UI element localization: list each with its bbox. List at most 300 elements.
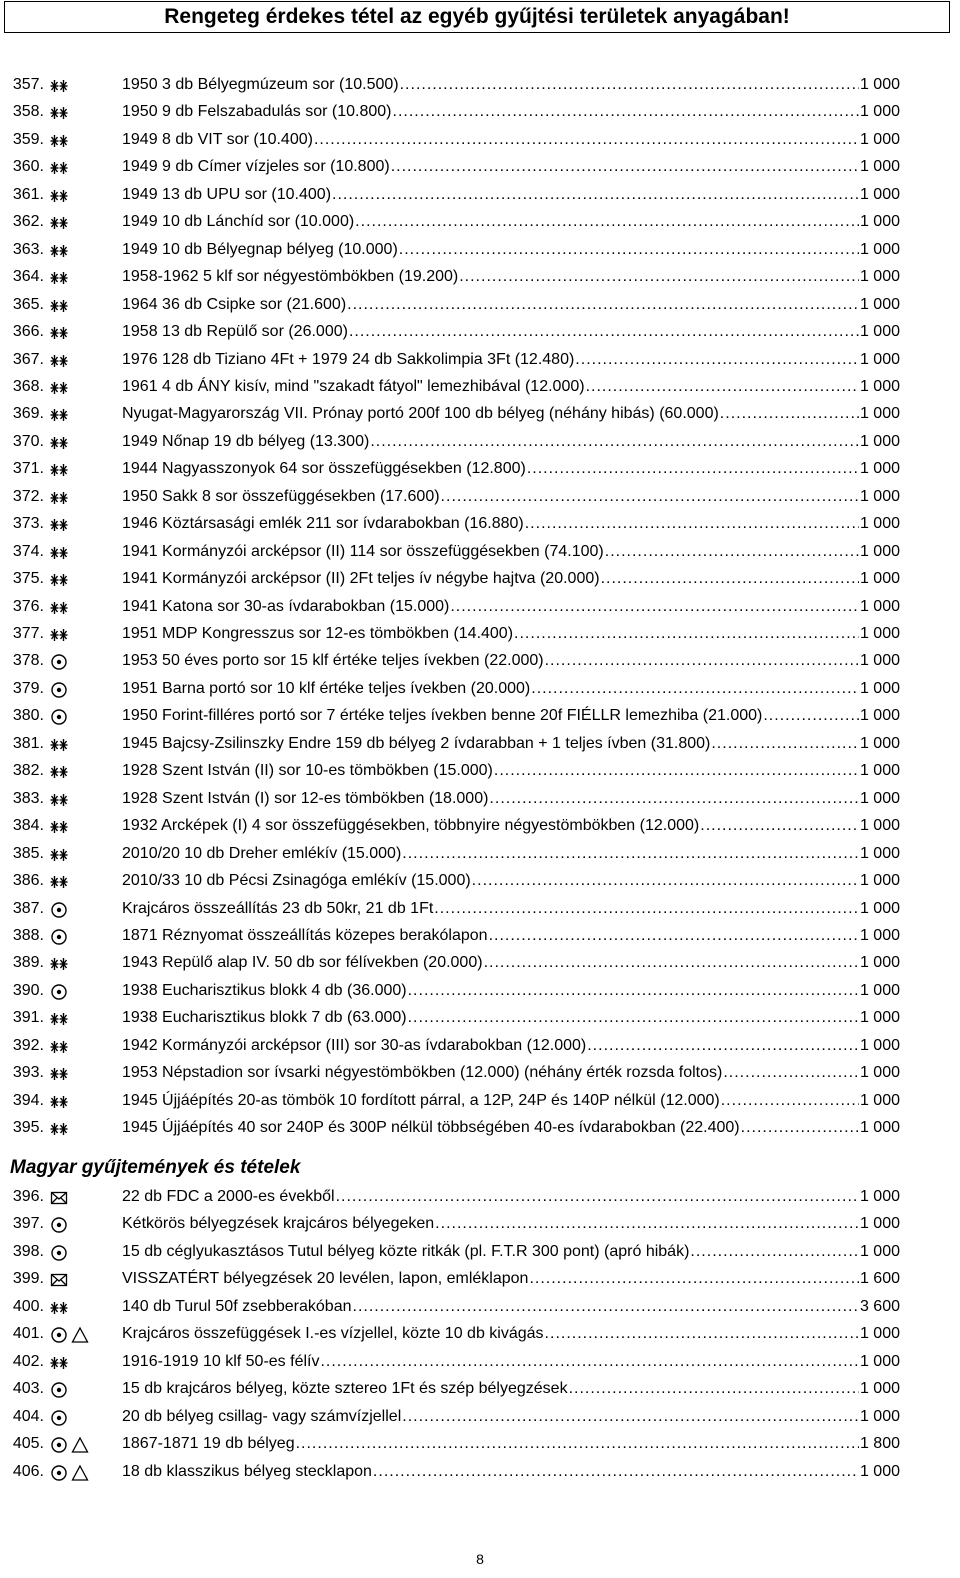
- lot-price: 1 000: [859, 707, 900, 725]
- lot-price: 1 000: [859, 213, 900, 231]
- condition-icons: [50, 269, 68, 287]
- dot-leader: [332, 185, 859, 205]
- lot-description: 15 db krajcáros bélyeg, közte sztereo 1Ft és szép bélyegzések: [122, 1380, 568, 1398]
- list-item: [10, 1115, 900, 1142]
- list-item: [10, 1239, 900, 1266]
- condition-icons: [50, 104, 68, 122]
- lot-line: [122, 212, 900, 234]
- list-item: [10, 950, 900, 977]
- lot-number: 391.: [12, 1009, 44, 1027]
- lot-price: 1 000: [859, 844, 900, 862]
- lot-line: [122, 157, 900, 179]
- lot-line: [122, 1242, 900, 1264]
- lot-description: 1958 13 db Repülő sor (26.000): [122, 323, 348, 341]
- lot-description: 140 db Turul 50f zsebberakóban: [122, 1297, 352, 1315]
- lot-price: 1 000: [859, 926, 900, 944]
- lot-number: 401.: [12, 1325, 44, 1343]
- mint-hinged-icon: [50, 242, 68, 260]
- lot-number: 382.: [12, 762, 44, 780]
- lot-number: 395.: [12, 1119, 44, 1137]
- lot-line: [122, 844, 900, 866]
- dot-leader: [373, 1462, 859, 1482]
- dot-leader: [484, 953, 859, 973]
- dot-leader: [370, 432, 859, 452]
- dot-leader: [529, 1269, 859, 1289]
- lot-description: 1953 Népstadion sor ívsarki négyestömbökben (12.000) (néhány érték rozsda foltos): [122, 1064, 723, 1082]
- lot-price: 1 000: [859, 1091, 900, 1109]
- dot-leader: [711, 734, 859, 754]
- lot-number: 400.: [12, 1297, 44, 1315]
- lot-description: 1867-1871 19 db bélyeg: [122, 1435, 295, 1453]
- condition-icons: [50, 873, 68, 891]
- lot-description: 1976 128 db Tiziano 4Ft + 1979 24 db Sakkolimpia 3Ft (12.480): [122, 350, 575, 368]
- lot-line: [122, 432, 900, 454]
- list-item: [10, 1294, 900, 1321]
- lot-number: 406.: [12, 1462, 44, 1480]
- dot-leader: [690, 1242, 859, 1262]
- lot-description: 1928 Szent István (II) sor 10-es tömbökben (15.000): [122, 762, 493, 780]
- lot-description: 1932 Arcképek (I) 4 sor összefüggésekben, többnyire négyestömbökben (12.000): [122, 817, 700, 835]
- lot-price: 1 000: [859, 1407, 900, 1425]
- mint-hinged-icon: [50, 379, 68, 397]
- condition-icons: [50, 1271, 68, 1289]
- lot-price: 1 600: [859, 1270, 900, 1288]
- list-item: [10, 758, 900, 785]
- condition-icons: [50, 626, 68, 644]
- mint-hinged-icon: [50, 434, 68, 452]
- used-stamp-icon: [50, 928, 68, 946]
- list-item: [10, 347, 900, 374]
- lot-line: [122, 1462, 900, 1484]
- list-item: [10, 1376, 900, 1403]
- lot-price: 1 000: [859, 130, 900, 148]
- lot-description: 15 db céglyukasztásos Tutul bélyeg közte ritkák (pl. F.T.R 300 pont) (apró hibák): [122, 1242, 690, 1260]
- condition-icons: [50, 1299, 68, 1317]
- lot-line: [122, 926, 900, 948]
- used-stamp-icon: [50, 983, 68, 1001]
- dot-leader: [349, 322, 859, 342]
- lot-line: [122, 1036, 900, 1058]
- mint-hinged-icon: [50, 406, 68, 424]
- condition-icons: [50, 1244, 68, 1262]
- lot-line: [122, 597, 900, 619]
- lot-number: 394.: [12, 1091, 44, 1109]
- used-stamp-icon: [50, 681, 68, 699]
- lot-price: 1 000: [859, 76, 900, 93]
- lot-price: 1 000: [859, 432, 900, 450]
- lot-price: 1 000: [859, 405, 900, 423]
- condition-icons: [50, 461, 68, 479]
- condition-icons: [50, 324, 68, 342]
- list-item: [10, 154, 900, 181]
- lot-description: 1945 Újjáépítés 40 sor 240P és 300P nélkül többségében 40-es ívdarabokban (22.400): [122, 1119, 740, 1137]
- list-item: [10, 841, 900, 868]
- lot-line: [122, 75, 900, 97]
- list-item: [10, 292, 900, 319]
- mint-hinged-icon: [50, 187, 68, 205]
- lot-number: 372.: [12, 487, 44, 505]
- lot-description: 1941 Katona sor 30-as ívdarabokban (15.000): [122, 597, 450, 615]
- dot-leader: [545, 1324, 859, 1344]
- triangle-icon: [71, 1436, 89, 1454]
- lot-description: 1945 Újjáépítés 20-as tömbök 10 fordított párral, a 12P, 24P és 140P nélkül (12.000): [122, 1091, 720, 1109]
- lot-price: 1 000: [859, 460, 900, 478]
- lot-description: VISSZATÉRT bélyegzések 20 levélen, lapon, emléklapon: [122, 1270, 529, 1288]
- mint-hinged-icon: [50, 1354, 68, 1372]
- lot-price: 1 000: [859, 762, 900, 780]
- lot-price: 1 000: [859, 1009, 900, 1027]
- list-item: [10, 868, 900, 895]
- lot-number: 375.: [12, 570, 44, 588]
- lot-number: 383.: [12, 789, 44, 807]
- lot-description: 1871 Réznyomat összeállítás közepes berakólapon: [122, 926, 488, 944]
- lot-line: [122, 953, 900, 975]
- lot-price: 1 000: [859, 1215, 900, 1233]
- lot-number: 384.: [12, 817, 44, 835]
- lot-description: 1950 Forint-filléres portó sor 7 értéke teljes ívekben benne 20f FIÉLLR lemezhiba (21.000): [122, 707, 763, 725]
- lot-price: 1 000: [859, 625, 900, 642]
- mint-hinged-icon: [50, 1038, 68, 1056]
- used-stamp-icon: [50, 1381, 68, 1399]
- lot-line: [122, 459, 900, 481]
- lot-description: Krajcáros összeállítás 23 db 50kr, 21 db 1Ft: [122, 899, 434, 917]
- lot-number: 370.: [12, 432, 44, 450]
- lot-number: 402.: [12, 1352, 44, 1370]
- mint-hinged-icon: [50, 873, 68, 891]
- lot-line: [122, 1324, 900, 1346]
- used-stamp-icon: [50, 1244, 68, 1262]
- mint-hinged-icon: [50, 1299, 68, 1317]
- condition-icons: [50, 242, 68, 260]
- dot-leader: [434, 899, 859, 919]
- lot-number: 379.: [12, 679, 44, 697]
- lot-line: [122, 734, 900, 756]
- lot-description: 1943 Repülő alap IV. 50 db sor félívekben (20.000): [122, 954, 483, 972]
- used-stamp-icon: [50, 901, 68, 919]
- condition-icons: [50, 1093, 68, 1111]
- lot-description: 1951 Barna portó sor 10 klf értéke teljes ívekben (20.000): [122, 679, 531, 697]
- dot-leader: [355, 212, 859, 232]
- list-item: [10, 1033, 900, 1060]
- lot-number: 368.: [12, 377, 44, 395]
- lot-description: 1938 Eucharisztikus blokk 7 db (63.000): [122, 1009, 407, 1027]
- lot-description: 1949 10 db Lánchíd sor (10.000): [122, 213, 355, 231]
- lot-description: 1949 8 db VIT sor (10.400): [122, 130, 313, 148]
- lot-price: 1 000: [859, 570, 900, 588]
- mint-hinged-icon: [50, 955, 68, 973]
- list-item: [10, 813, 900, 840]
- lot-number: 385.: [12, 844, 44, 862]
- lot-price: 1 000: [859, 323, 900, 341]
- dot-leader: [700, 816, 859, 836]
- lot-price: 1 000: [859, 542, 900, 560]
- mint-hinged-icon: [50, 544, 68, 562]
- used-stamp-icon: [50, 1326, 68, 1344]
- lot-price: 1 000: [859, 1352, 900, 1370]
- lot-description: 1950 9 db Felszabadulás sor (10.800): [122, 103, 392, 121]
- lot-number: 397.: [12, 1215, 44, 1233]
- dot-leader: [393, 102, 859, 122]
- lot-price: 1 000: [859, 1119, 900, 1137]
- lot-price: 1 000: [859, 789, 900, 807]
- condition-icons: [50, 1354, 68, 1372]
- dot-leader: [391, 157, 859, 177]
- lot-description: 1949 10 db Bélyegnap bélyeg (10.000): [122, 240, 398, 258]
- lot-price: 1 000: [859, 734, 900, 752]
- lot-number: 367.: [12, 350, 44, 368]
- dot-leader: [605, 542, 859, 562]
- condition-icons: [50, 1436, 89, 1454]
- mint-hinged-icon: [50, 132, 68, 150]
- dot-leader: [489, 789, 859, 809]
- dot-leader: [353, 1297, 859, 1317]
- mint-hinged-icon: [50, 1065, 68, 1083]
- lot-line: [122, 377, 900, 399]
- condition-icons: [50, 846, 68, 864]
- condition-icons: [50, 132, 68, 150]
- dot-leader: [575, 350, 859, 370]
- lot-line: [122, 1063, 900, 1085]
- lot-line: [122, 679, 900, 701]
- lot-number: 357.: [12, 76, 44, 93]
- lot-line: [122, 1008, 900, 1030]
- mint-hinged-icon: [50, 214, 68, 232]
- lot-line: [122, 130, 900, 152]
- lot-price: 1 000: [859, 1036, 900, 1054]
- lot-price: 1 000: [859, 817, 900, 835]
- dot-leader: [402, 844, 859, 864]
- list-item: [10, 72, 900, 99]
- lot-number: 392.: [12, 1036, 44, 1054]
- mint-hinged-icon: [50, 489, 68, 507]
- mint-hinged-icon: [50, 818, 68, 836]
- dot-leader: [450, 597, 859, 617]
- condition-icons: [50, 1038, 68, 1056]
- condition-icons: [50, 489, 68, 507]
- dot-leader: [721, 1091, 859, 1111]
- used-stamp-icon: [50, 1436, 68, 1454]
- mint-hinged-icon: [50, 599, 68, 617]
- list-item: [10, 676, 900, 703]
- condition-icons: [50, 1326, 89, 1344]
- list-item: [10, 923, 900, 950]
- list-item: [10, 1431, 900, 1458]
- dot-leader: [723, 1063, 859, 1083]
- list-item: [10, 648, 900, 675]
- lot-description: 2010/33 10 db Pécsi Zsinagóga emlékív (15.000): [122, 872, 471, 890]
- lot-line: [122, 1379, 900, 1401]
- lot-price: 3 600: [859, 1297, 900, 1315]
- dot-leader: [400, 75, 859, 95]
- condition-icons: [50, 434, 68, 452]
- lot-description: 18 db klasszikus bélyeg stecklapon: [122, 1462, 372, 1480]
- list-item: [10, 374, 900, 401]
- lot-price: 1 800: [859, 1435, 900, 1453]
- lot-line: [122, 569, 900, 591]
- mint-hinged-icon: [50, 846, 68, 864]
- lot-description: 1942 Kormányzói arcképsor (III) sor 30-as ívdarabokban (12.000): [122, 1036, 587, 1054]
- list-item: [10, 703, 900, 730]
- list-item: [10, 511, 900, 538]
- lot-number: 358.: [12, 103, 44, 121]
- lot-line: [122, 1407, 900, 1429]
- lot-price: 1 000: [859, 652, 900, 670]
- lot-price: 1 000: [859, 240, 900, 258]
- condition-icons: [50, 1189, 68, 1207]
- lot-number: 376.: [12, 597, 44, 615]
- lot-number: 390.: [12, 981, 44, 999]
- mint-hinged-icon: [50, 77, 68, 95]
- dot-leader: [741, 1118, 859, 1138]
- dot-leader: [408, 1008, 859, 1028]
- dot-leader: [531, 679, 859, 699]
- lot-price: 1 000: [859, 377, 900, 395]
- lot-description: 1958-1962 5 klf sor négyestömbökben (19.200): [122, 268, 459, 286]
- lot-description: 1944 Nagyasszonyok 64 sor összefüggésekben (12.800): [122, 460, 526, 478]
- triangle-icon: [71, 1326, 89, 1344]
- condition-icons: [50, 983, 68, 1001]
- condition-icons: [50, 187, 68, 205]
- lot-number: 364.: [12, 268, 44, 286]
- lot-number: 361.: [12, 185, 44, 203]
- lot-number: 404.: [12, 1407, 44, 1425]
- condition-icons: [50, 763, 68, 781]
- lot-line: [122, 1118, 900, 1140]
- lot-number: 377.: [12, 625, 44, 642]
- lot-number: 374.: [12, 542, 44, 560]
- condition-icons: [50, 516, 68, 534]
- mint-hinged-icon: [50, 352, 68, 370]
- dot-leader: [586, 377, 859, 397]
- condition-icons: [50, 708, 68, 726]
- lot-line: [122, 651, 900, 673]
- lot-number: 381.: [12, 734, 44, 752]
- lot-description: 1938 Eucharisztikus blokk 4 db (36.000): [122, 981, 407, 999]
- used-stamp-icon: [50, 708, 68, 726]
- lot-number: 365.: [12, 295, 44, 313]
- lot-description: Kétkörös bélyegzések krajcáros bélyegeken: [122, 1215, 435, 1233]
- lot-description: 1950 Sakk 8 sor összefüggésekben (17.600): [122, 487, 440, 505]
- lot-price: 1 000: [859, 268, 900, 286]
- condition-icons: [50, 352, 68, 370]
- list-item: [10, 209, 900, 236]
- dot-leader: [320, 1352, 858, 1372]
- lot-description: 1946 Köztársasági emlék 211 sor ívdarabokban (16.880): [122, 515, 524, 533]
- section-title: Magyar gyűjtemények és tételek: [10, 1157, 301, 1178]
- condition-icons: [50, 77, 68, 95]
- condition-icons: [50, 214, 68, 232]
- condition-icons: [50, 653, 68, 671]
- lot-number: 378.: [12, 652, 44, 670]
- condition-icons: [50, 544, 68, 562]
- lot-number: 360.: [12, 158, 44, 176]
- lot-number: 380.: [12, 707, 44, 725]
- lot-line: [122, 322, 900, 344]
- dot-leader: [314, 130, 859, 150]
- lot-line: [122, 871, 900, 893]
- condition-icons: [50, 681, 68, 699]
- lot-price: 1 000: [859, 185, 900, 203]
- condition-icons: [50, 406, 68, 424]
- lot-line: [122, 295, 900, 317]
- lot-number: 373.: [12, 515, 44, 533]
- lot-line: [122, 1091, 900, 1113]
- condition-icons: [50, 1120, 68, 1138]
- list-item: [10, 484, 900, 511]
- lot-description: 1961 4 db ÁNY kisív, mind "szakadt fátyol" lemezhibával (12.000): [122, 377, 585, 395]
- list-item: [10, 401, 900, 428]
- list-item: [10, 182, 900, 209]
- lot-description: 1949 Nőnap 19 db bélyeg (13.300): [122, 432, 370, 450]
- dot-leader: [402, 1407, 859, 1427]
- mint-hinged-icon: [50, 736, 68, 754]
- list-item: [10, 1005, 900, 1032]
- lot-line: [122, 816, 900, 838]
- lot-price: 1 000: [859, 679, 900, 697]
- list-item: [10, 1266, 900, 1293]
- used-stamp-icon: [50, 1409, 68, 1427]
- mint-hinged-icon: [50, 571, 68, 589]
- condition-icons: [50, 297, 68, 315]
- list-item: [10, 1321, 900, 1348]
- lot-line: [122, 624, 900, 646]
- lot-line: [122, 542, 900, 564]
- list-item: [10, 319, 900, 346]
- list-item: [10, 731, 900, 758]
- lot-price: 1 000: [859, 158, 900, 176]
- list-item: [10, 1211, 900, 1238]
- lot-description: Krajcáros összefüggések I.-es vízjellel, közte 10 db kivágás: [122, 1325, 544, 1343]
- mint-hinged-icon: [50, 791, 68, 809]
- lot-number: 386.: [12, 872, 44, 890]
- lot-line: [122, 514, 900, 536]
- lot-description: 1964 36 db Csipke sor (21.600): [122, 295, 347, 313]
- mint-hinged-icon: [50, 324, 68, 342]
- lot-line: [122, 789, 900, 811]
- list-item: [10, 786, 900, 813]
- mint-hinged-icon: [50, 159, 68, 177]
- list-item: [10, 1404, 900, 1431]
- envelope-icon: [50, 1271, 68, 1289]
- lot-price: 1 000: [859, 899, 900, 917]
- lot-description: 1945 Bajcsy-Zsilinszky Endre 159 db bélyeg 2 ívdarabban + 1 teljes ívben (31.800): [122, 734, 711, 752]
- lot-number: 387.: [12, 899, 44, 917]
- condition-icons: [50, 571, 68, 589]
- list-item: [10, 99, 900, 126]
- lot-line: [122, 102, 900, 124]
- dot-leader: [494, 761, 859, 781]
- lot-description: 1949 13 db UPU sor (10.400): [122, 185, 332, 203]
- lot-number: 371.: [12, 460, 44, 478]
- lot-line: [122, 1214, 900, 1236]
- lot-price: 1 000: [859, 1242, 900, 1260]
- lot-description: 1916-1919 10 klf 50-es félív: [122, 1352, 320, 1370]
- list-item: [10, 1459, 900, 1486]
- lot-price: 1 000: [859, 954, 900, 972]
- lot-line: [122, 185, 900, 207]
- dot-leader: [296, 1434, 859, 1454]
- dot-leader: [435, 1214, 859, 1234]
- condition-icons: [50, 955, 68, 973]
- dot-leader: [399, 240, 859, 260]
- lot-description: 20 db bélyeg csillag- vagy számvízjellel: [122, 1407, 402, 1425]
- dot-leader: [601, 569, 859, 589]
- lot-number: 399.: [12, 1270, 44, 1288]
- lot-description: 1941 Kormányzói arcképsor (II) 2Ft teljes ív négybe hajtva (20.000): [122, 570, 600, 588]
- condition-icons: [50, 1464, 89, 1482]
- lot-number: 369.: [12, 405, 44, 423]
- dot-leader: [347, 295, 859, 315]
